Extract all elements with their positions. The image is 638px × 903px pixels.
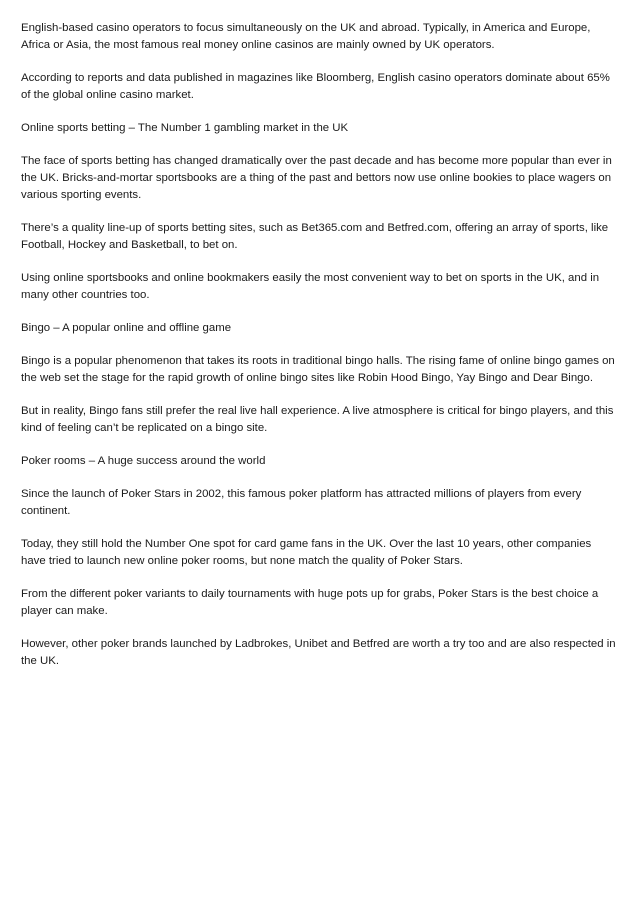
section-heading-bingo: Bingo – A popular online and offline game [21,322,232,334]
paragraph-sports-betting-sites: There’s a quality line-up of sports betting sites, such as Bet365.com and Betfred.com, offering an array of sports, like Football, Hockey and Basketball, to bet on. [21,222,609,251]
paragraph-poker-number-one: Today, they still hold the Number One spot for card game fans in the UK. Over the last 10 years, other companies have tried to launch new online poker rooms, but none match the quality of Poker Stars. [21,538,592,567]
paragraph-poker-stars-launch: Since the launch of Poker Stars in 2002, this famous poker platform has attracted millions of players from every continent. [21,488,582,517]
paragraph-sports-betting-change: The face of sports betting has changed dramatically over the past decade and has become more popular than ever in the UK. Bricks-and-mortar sportsbooks are a thing of the past and bettors now use online bookies to place wagers on various sporting events. [21,155,612,201]
paragraph-bloomberg-market-share: According to reports and data published in magazines like Bloomberg, English casino operators dominate about 65% of the global online casino market. [21,72,610,101]
paragraph-online-sportsbooks: Using online sportsbooks and online bookmakers easily the most convenient way to bet on sports in the UK, and in many other countries too. [21,272,600,301]
paragraph-bingo-phenomenon: Bingo is a popular phenomenon that takes its roots in traditional bingo halls. The rising fame of online bingo games on the web set the stage for the rapid growth of online bingo sites like Robin Hood Bingo, Yay Bingo and Dear Bingo. [21,355,615,384]
paragraph-bingo-live-hall: But in reality, Bingo fans still prefer the real live hall experience. A live atmosphere is critical for bingo players, and this kind of feeling can’t be replicated on a bingo site. [21,405,614,434]
paragraph-other-poker-brands: However, other poker brands launched by Ladbrokes, Unibet and Betfred are worth a try too and are also respected in the UK. [21,638,616,667]
section-heading-sports-betting: Online sports betting – The Number 1 gambling market in the UK [21,122,349,134]
paragraph-poker-variants: From the different poker variants to daily tournaments with huge pots up for grabs, Poker Stars is the best choice a player can make. [21,588,599,617]
section-heading-poker-rooms: Poker rooms – A huge success around the world [21,455,266,467]
document-page [21,20,616,686]
paragraph-uk-operators: English-based casino operators to focus simultaneously on the UK and abroad. Typically, in America and Europe, Africa or Asia, the most famous real money online casinos are mainly owned by UK operators. [21,22,591,51]
